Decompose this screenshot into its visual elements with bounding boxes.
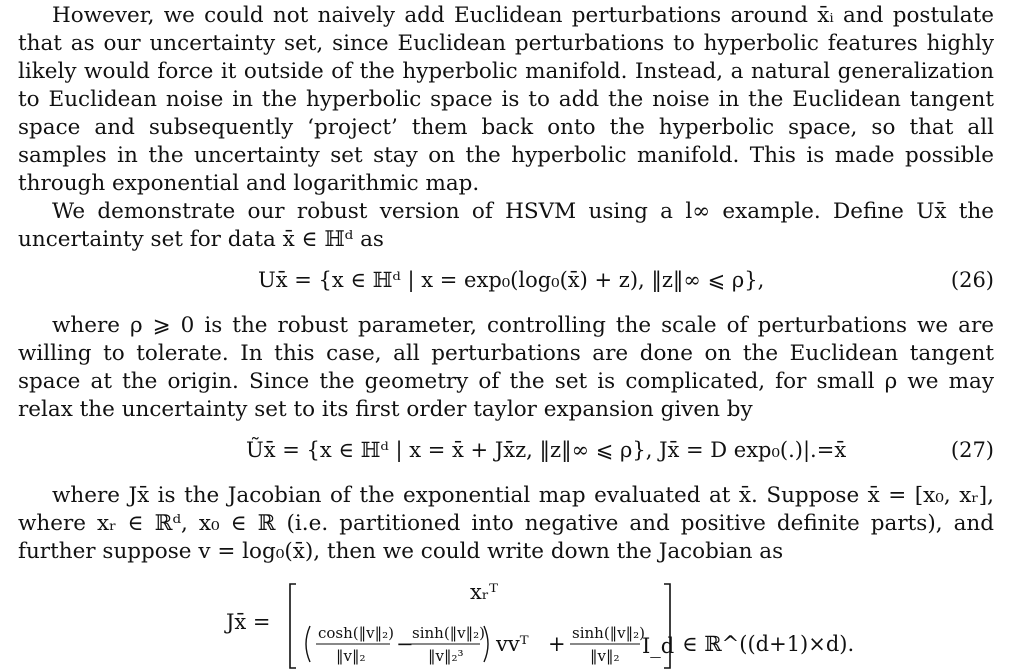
- fraction1-numerator: cosh(‖v‖₂): [318, 624, 394, 642]
- jacobian-plus: +: [548, 632, 566, 656]
- jacobian-lhs: Jx̄ =: [226, 610, 271, 634]
- fraction2-numerator: sinh(‖v‖₂): [412, 624, 486, 642]
- jacobian-equation: [18, 572, 994, 670]
- paragraph-jacobian-intro: where Jx̄ is the Jacobian of the exponential map evaluated at x̄. Suppose x̄ = [x₀, xᵣ], where xᵣ ∈ ℝᵈ, x₀ ∈ ℝ (i.e. partitioned into negative and positive definite parts), and further suppose v = log₀(x̄), then we could write down the Jacobian as: [18, 483, 994, 564]
- paper-page: [18, 2, 994, 670]
- equation-27-number: (27): [950, 438, 994, 462]
- jacobian-vvT: vvᵀ: [496, 632, 529, 656]
- jacobian-rhs: ∈ ℝ^((d+1)×d).: [682, 632, 855, 656]
- paragraph-robust-parameter: where ρ ⩾ 0 is the robust parameter, controlling the scale of perturbations we are willing to tolerate. In this case, all perturbations are done on the Euclidean tangent space at the origin. Since the geometry of the set is complicated, for small ρ we may relax the uncertainty set to its first order taylor expansion given by: [18, 313, 994, 422]
- jacobian-identity: I_d: [642, 634, 675, 658]
- fraction1-denominator: ‖v‖₂: [336, 647, 366, 665]
- equation-26-number: (26): [950, 268, 994, 292]
- fraction2-denominator: ‖v‖₂³: [428, 647, 464, 665]
- equation-26: [18, 254, 994, 312]
- jacobian-top-row: xᵣᵀ: [470, 580, 498, 604]
- equation-27: [18, 424, 994, 482]
- equation-27-formula: Ũx̄ = {x ∈ ℍᵈ | x = x̄ + Jx̄z, ‖z‖∞ ⩽ ρ}, Jx̄ = D exp₀(.)|.=x̄: [246, 438, 847, 462]
- fraction3-denominator: ‖v‖₂: [590, 647, 620, 665]
- paragraph-robust-hsvm: We demonstrate our robust version of HSVM using a l∞ example. Define Ux̄ the uncertainty set for data x̄ ∈ ℍᵈ as: [18, 199, 994, 252]
- equation-26-formula: Ux̄ = {x ∈ ℍᵈ | x = exp₀(log₀(x̄) + z), ‖z‖∞ ⩽ ρ},: [258, 268, 765, 292]
- jacobian-minus: −: [396, 632, 414, 656]
- fraction3-numerator: sinh(‖v‖₂): [572, 624, 646, 642]
- paragraph-perturbation: However, we could not naively add Euclidean perturbations around x̄ᵢ and postulate that as our uncertainty set, since Euclidean perturbations to hyperbolic features highly likely would force it outside of the hyperbolic manifold. Instead, a natural generalization to Euclidean noise in the hyperbolic space is to add the noise in the Euclidean tangent space and subsequently ‘project’ them back onto the hyperbolic space, so that all samples in the uncertainty set stay on the hyperbolic manifold. This is made possible through exponential and logarithmic map.: [18, 3, 994, 196]
